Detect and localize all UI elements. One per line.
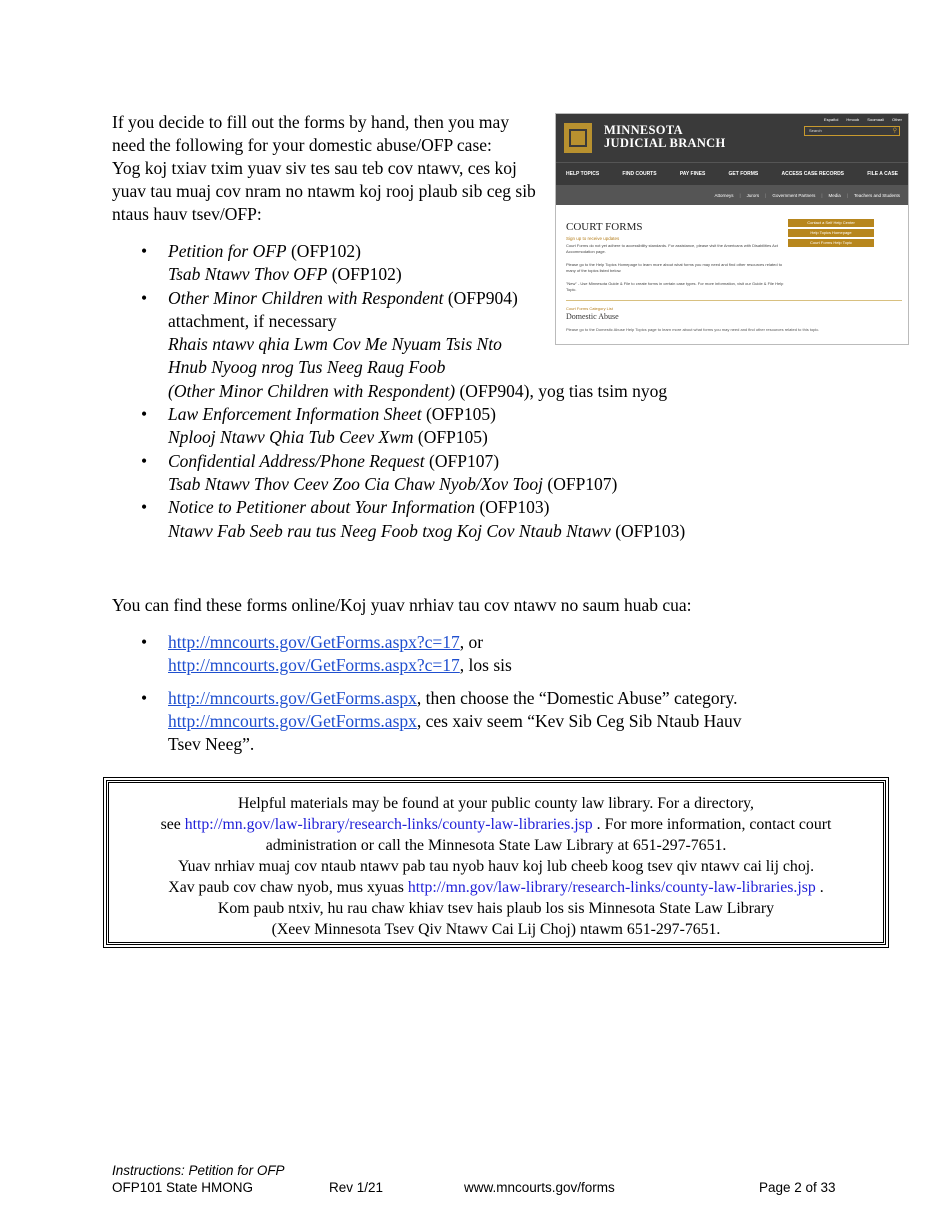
law-library-link-hmong[interactable]: http://mn.gov/law-library/research-links/county-law-libraries.jsp [407,879,816,896]
list-item: • Law Enforcement Information Sheet (OFP105) Nplooj Ntawv Qhia Tub Ceev Xwm (OFP105) [112,403,812,450]
intro-hmong: Yog koj txiav txim yuav siv tes sau teb cov ntawv, ces koj yuav tau muaj cov nram no ntawm koj rooj plaub sib ceg sib ntaus hauv tsev/OFP: [112,158,536,224]
site-nav: HELP TOPICS FIND COURTS PAY FINES GET FORMS ACCESS CASE RECORDS FILE A CASE [556,162,908,185]
list-item: • Confidential Address/Phone Request (OFP107) Tsab Ntawv Thov Ceev Zoo Cia Chaw Nyob/Xov Tooj (OFP107) [112,450,812,497]
court-forms-heading: COURT FORMS [566,221,643,233]
intro-paragraph [112,111,542,226]
list-item: • Notice to Petitioner about Your Information (OFP103) Ntawv Fab Seeb rau tus Neeg Foob txog Koj Cov Ntaub Ntawv (OFP103) [112,496,812,543]
accessibility-note: Court Forms do not yet adhere to accessibility standards. For assistance, please visit the Americans with Disabilities Act Accommodation page. [566,243,778,254]
signup-link: Sign up to receive updates [566,236,620,241]
courthouse-logo-icon [564,123,592,153]
site-buttons: Contact a Self Help Center Help Topics Homepage Court Forms Help Topic [788,219,874,249]
forms-link-all-hmong[interactable]: http://mncourts.gov/GetForms.aspx [168,711,417,731]
footer-form-code: OFP101 State HMONG [112,1180,254,1195]
footer-revision: Rev 1/21 [329,1180,384,1195]
domestic-abuse-title: Domestic Abuse [566,312,619,321]
page-footer [112,1162,872,1196]
footer-page-number: Page 2 of 33 [759,1180,836,1195]
list-item: • Petition for OFP (OFP102) Tsab Ntawv Thov OFP (OFP102) [112,240,812,287]
list-item: • Other Minor Children with Respondent (OFP904) attachment, if necessary Rhais ntawv qhia Lwm Cov Me Nyuam Tsis Nto Hnub Nyoog nrog Tus Neeg Raug Foob (Other Minor Children with Respondent) (OFP904), yog tias tsim nyog [112,287,812,403]
category-list-label: Court Forms Category List [566,306,613,311]
forms-link-c17[interactable]: http://mncourts.gov/GetForms.aspx?c=17 [168,632,460,652]
law-library-box: Helpful materials may be found at your public county law library. For a directory, see http://mn.gov/law-library/research-links/county-law-libraries.jsp . For more information, contact court administration or call the Minnesota State Law Library at 651-297-7651. Yuav nrhiav muaj cov ntaub ntawv pab tau nyob hauv koj lub cheeb koog tsev qiv ntawv cai lij choj. Xav paub cov chaw nyob, mus xyuas http://mn.gov/law-library/research-links/county-law-libraries.jsp . Kom paub ntxiv, hu rau chaw khiav tsev hais plaub los sis Minnesota State Law Library (Xeev Minnesota Tsev Qiv Ntawv Cai Lij Choj) ntawm 651-297-7651. [106,780,886,945]
forms-list [112,240,812,543]
law-library-link[interactable]: http://mn.gov/law-library/research-links/county-law-libraries.jsp [184,816,593,833]
site-subnav: Attorneys | Jurors | Government Partners | Media | Teachers and Students [556,185,908,205]
site-search-box: Search ⚲ [804,126,900,136]
online-heading: You can find these forms online/Koj yuav nrhiav tau cov ntawv no saum huab cua: [112,595,692,615]
site-header [556,114,908,162]
footer-website: www.mncourts.gov/forms [464,1180,615,1195]
footer-title: Instructions: Petition for OFP [112,1163,285,1178]
intro-english: If you decide to fill out the forms by hand, then you may need the following for your domestic abuse/OFP case: [112,112,510,155]
forms-link-c17-hmong[interactable]: http://mncourts.gov/GetForms.aspx?c=17 [168,655,460,675]
list-item: • http://mncourts.gov/GetForms.aspx?c=17, or http://mncourts.gov/GetForms.aspx?c=17, los sis [112,631,812,677]
online-links-list [112,631,812,756]
language-links: Español Hmoob Soomaali Other [823,117,902,122]
guide-file-note: "New" - Use Minnesota Guide & File to create forms in certain case types. For more information, visit our Guide & File Help Topic. [566,281,784,292]
forms-link-all[interactable]: http://mncourts.gov/GetForms.aspx [168,688,417,708]
search-icon: ⚲ [892,128,897,134]
site-brand: MINNESOTA JUDICIAL BRANCH [604,123,726,150]
list-item: • http://mncourts.gov/GetForms.aspx, then choose the “Domestic Abuse” category. http://mncourts.gov/GetForms.aspx, ces xaiv seem “Kev Sib Ceg Sib Ntaub Hauv Tsev Neeg”. [112,687,812,756]
help-topics-note: Please go to the Help Topics Homepage to learn more about what forms you may need and find other resources related to many of the topics listed below. [566,262,783,273]
domestic-abuse-note: Please go to the Domestic Abuse Help Topics page to learn more about what forms you may need and find other resources related to this topic. [566,327,820,332]
